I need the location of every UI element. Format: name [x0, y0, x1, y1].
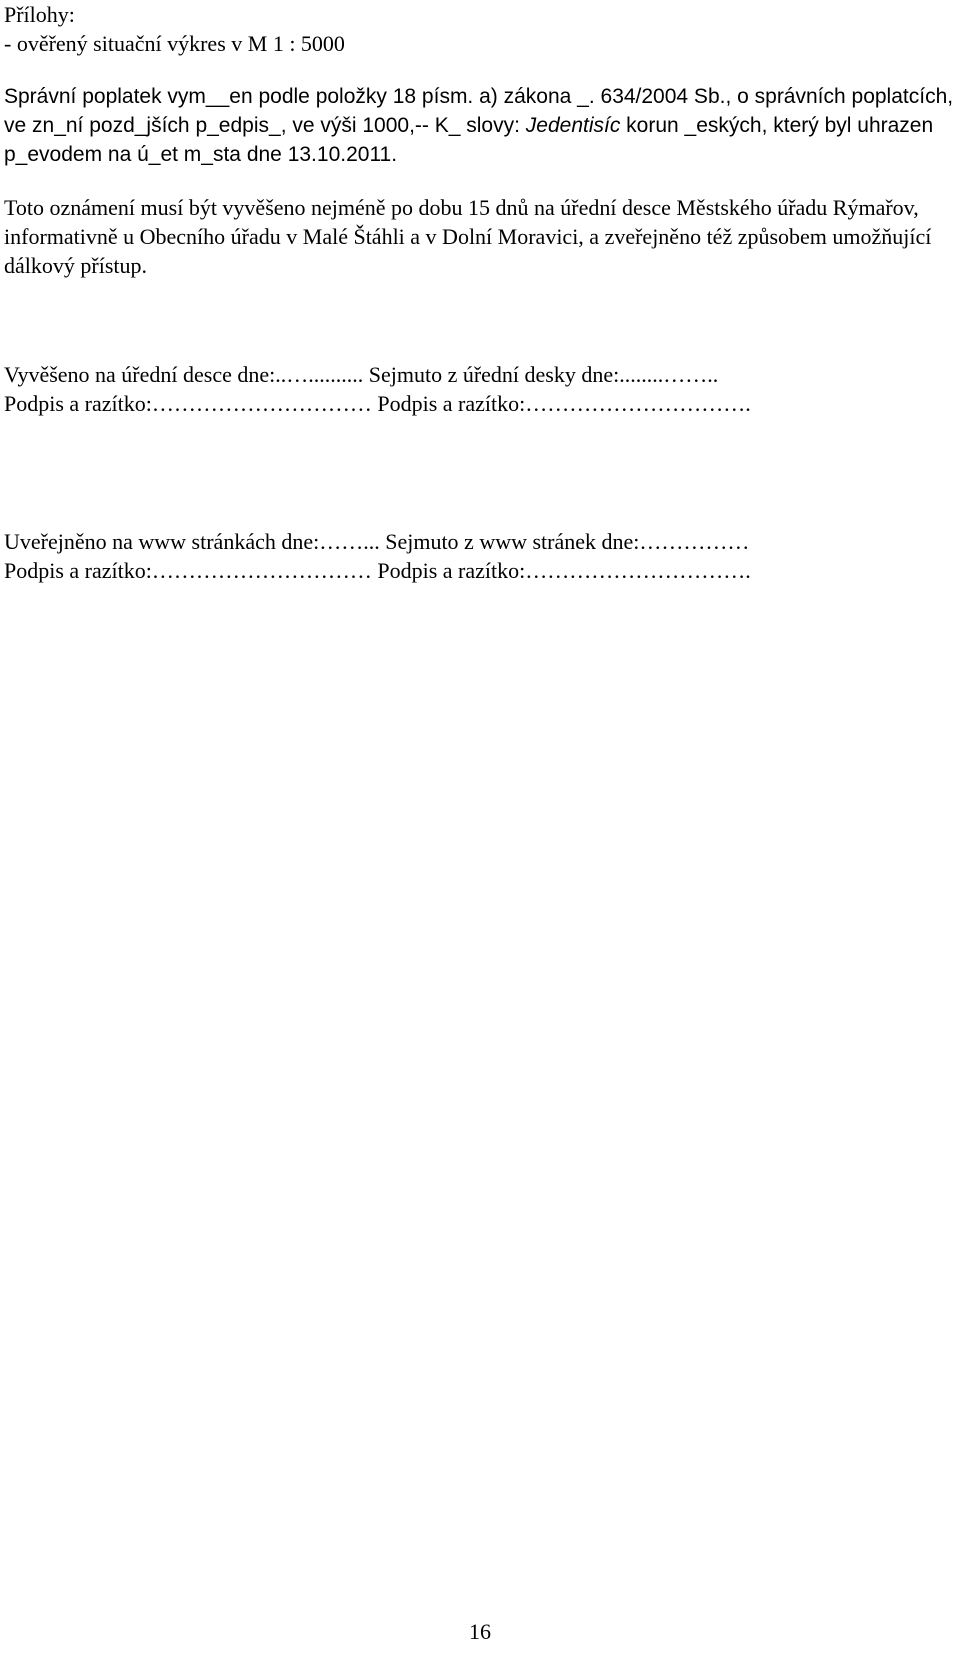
attachments-heading: Přílohy:	[4, 2, 75, 27]
attachments-section	[4, 0, 954, 58]
official-board-signature-line: Podpis a razítko:………………………… Podpis a razítko:………………………….	[4, 391, 751, 416]
official-board-posted-line: Vyvěšeno na úřední desce dne:..….......... Sejmuto z úřední desky dne:........……..	[4, 362, 719, 387]
official-board-section	[4, 360, 954, 418]
web-section	[4, 527, 954, 585]
attachments-item: - ověřený situační výkres v M 1 : 5000	[4, 31, 345, 56]
fee-text-end: korun _eských, který byl uhrazen p_evodem na ú_et m_sta dne 13.10.2011.	[4, 114, 934, 166]
notice-paragraph	[4, 193, 954, 280]
notice-text: Toto oznámení musí být vyvěšeno nejméně po dobu 15 dnů na úřední desce Městského úřadu Rýmařov, informativně u Obecního úřadu v Malé Štáhli a v Dolní Moravici, a zveřejněno též způsobem umožňující dálkový přístup.	[4, 195, 932, 278]
fee-text-start: Správní poplatek vym__en podle položky 18 písm. a) zákona _. 634/2004 Sb., o správních poplatcích, ve zn_ní pozd_jších p_edpis_, ve výši 1000,-- K_ slovy:	[4, 85, 954, 137]
page-number: 16	[469, 1619, 491, 1644]
fee-paragraph	[4, 82, 954, 169]
web-signature-line: Podpis a razítko:………………………… Podpis a razítko:………………………….	[4, 558, 751, 583]
document-page	[4, 0, 956, 1659]
web-published-line: Uveřejněno na www stránkách dne:……... Sejmuto z www stránek dne:……………	[4, 529, 750, 554]
fee-amount-words: Jedentisíc	[525, 114, 621, 137]
